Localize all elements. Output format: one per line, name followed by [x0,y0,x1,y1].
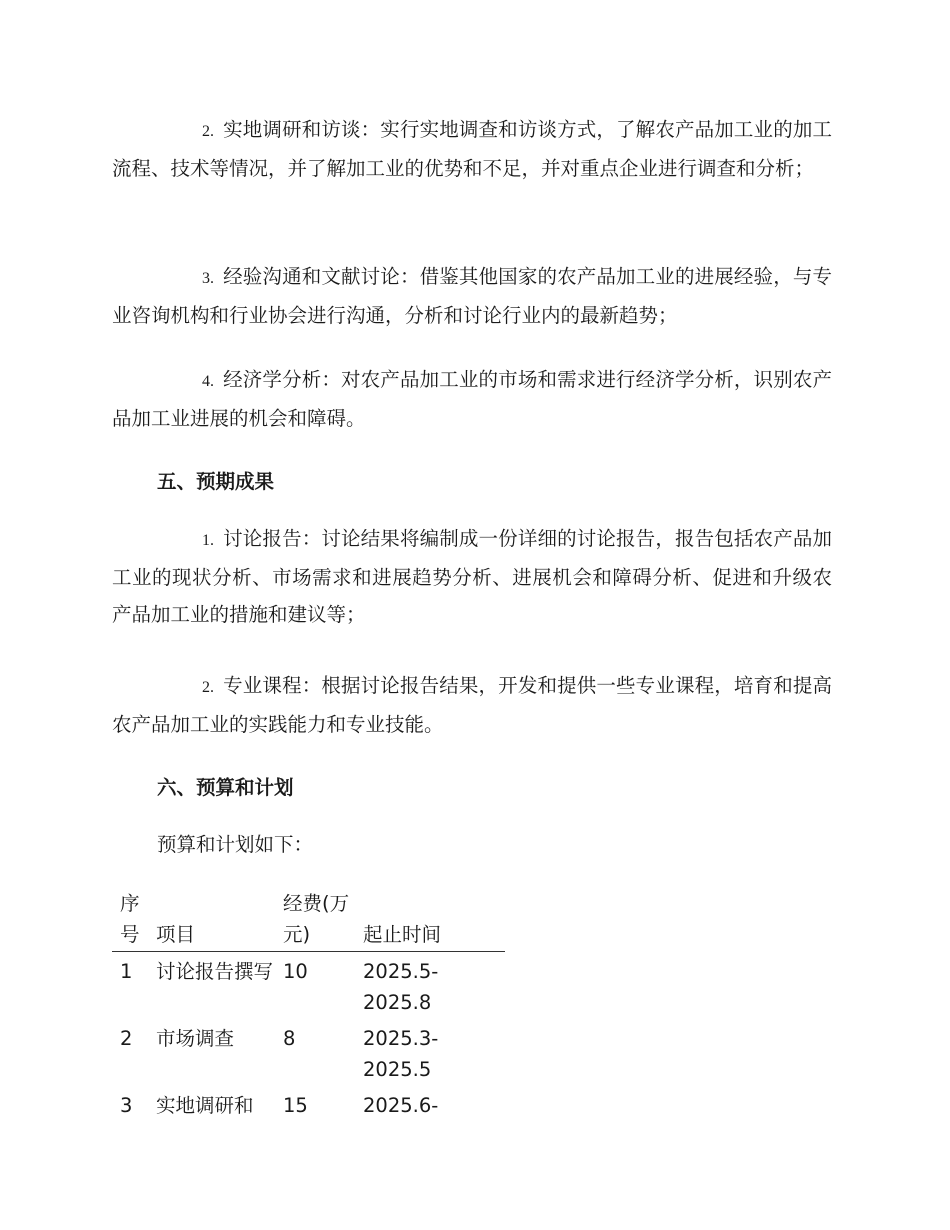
row-item: 实地调研和 [156,1094,254,1117]
row-item: 讨论报告撰写 [156,960,274,983]
header-period: 起止时间 [363,923,442,946]
row-id: 2 [120,1027,133,1050]
section-heading-budget-plan: 六、预算和计划 [157,776,294,799]
item-text: 专业课程：根据讨论报告结果，开发和提供一些专业课程，培育和提高农产品加工业的实践能力和专业技能。 [112,674,832,736]
row-cost: 10 [283,960,308,983]
row-item: 市场调查 [156,1027,235,1050]
row-period: 2025.5-2025.8 [363,960,439,1014]
method-item-3 [112,258,832,334]
row-period: 2025.6- [363,1094,439,1117]
method-item-4 [112,361,832,437]
item-text: 经验沟通和文献讨论：借鉴其他国家的农产品加工业的进展经验，与专业咨询机构和行业协会进行沟通，分析和讨论行业内的最新趋势； [112,265,832,327]
table-header-row [112,888,505,952]
table-row [112,1086,505,1122]
result-item-1 [112,520,832,633]
item-text: 经济学分析：对农产品加工业的市场和需求进行经济学分析，识别农产品加工业进展的机会和障碍。 [112,368,832,430]
row-cost: 15 [283,1094,308,1117]
result-item-2 [112,667,832,743]
header-cost: 经费(万元) [283,892,350,946]
method-item-2 [112,111,832,187]
row-id: 1 [120,960,133,983]
budget-intro: 预算和计划如下： [157,833,314,856]
budget-table [112,888,505,1122]
item-number: 1. [202,532,214,549]
item-number: 3. [202,270,214,287]
item-text: 实地调研和访谈：实行实地调查和访谈方式，了解农产品加工业的加工流程、技术等情况，并了解加工业的优势和不足，并对重点企业进行调查和分析； [112,118,832,180]
item-text: 讨论报告：讨论结果将编制成一份详细的讨论报告，报告包括农产品加工业的现状分析、市场需求和进展趋势分析、进展机会和障碍分析、促进和升级农产品加工业的措施和建议等； [112,527,832,626]
item-number: 2. [202,123,214,140]
item-number: 2. [202,679,214,696]
table-row [112,1019,505,1086]
row-cost: 8 [283,1027,296,1050]
table-row [112,952,505,1020]
row-period: 2025.3-2025.5 [363,1027,439,1081]
header-id: 序号 [120,892,140,946]
row-id: 3 [120,1094,133,1117]
section-heading-expected-results: 五、预期成果 [157,470,275,493]
header-item: 项目 [156,923,196,946]
item-number: 4. [202,373,214,390]
